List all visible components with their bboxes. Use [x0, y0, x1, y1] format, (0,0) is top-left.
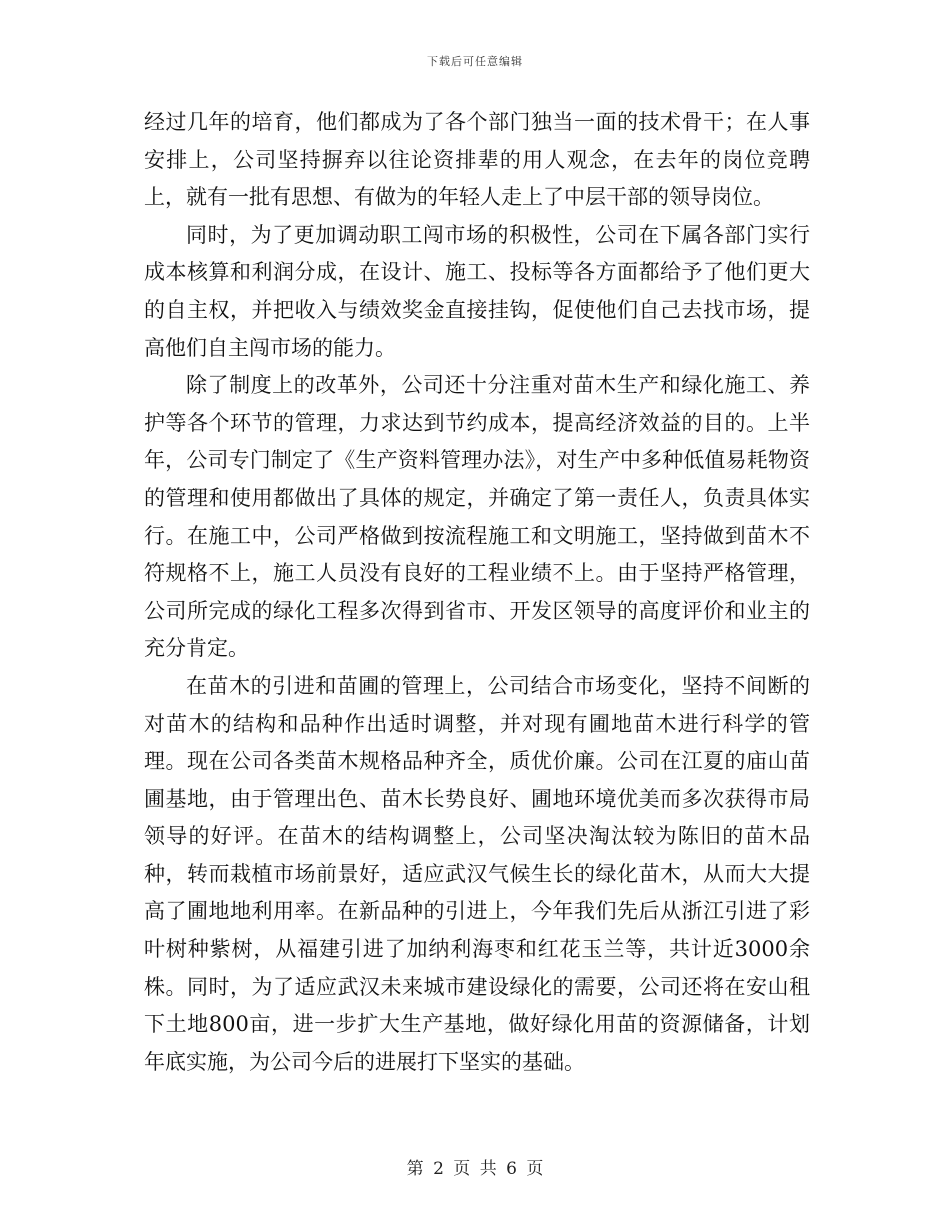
paragraph-2: 同时，为了更加调动职工闯市场的积极性，公司在下属各部门实行成本核算和利润分成，在设计、施工、投标等各方面都给予了他们更大的自主权，并把收入与绩效奖金直接挂钩，促使他们自己去找市场，提高他们自主闯市场的能力。: [144, 222, 810, 360]
paragraph-4: 在苗木的引进和苗圃的管理上，公司结合市场变化，坚持不间断的对苗木的结构和品种作出适时调整，并对现有圃地苗木进行科学的管理。现在公司各类苗木规格品种齐全，质优价廉。公司在江夏的庙山苗圃基地，由于管理出色、苗木长势良好、圃地环境优美而多次获得市局领导的好评。在苗木的结构调整上，公司坚决淘汰较为陈旧的苗木品种，转而栽植市场前景好，适应武汉气候生长的绿化苗木，从而大大提高了圃地地利用率。在新品种的引进上，今年我们先后从浙江引进了彩叶树种紫树，从福建引进了加纳利海枣和红花玉兰等，共计近3000余株。同时，为了适应武汉未来城市建设绿化的需要，公司还将在安山租下土地800亩，进一步扩大生产基地，做好绿化用苗的资源储备，计划年底实施，为公司今后的进展打下坚实的基础。: [144, 673, 810, 1074]
paragraph-1: 经过几年的培育，他们都成为了各个部门独当一面的技术骨干；在人事安排上，公司坚持摒弃以往论资排辈的用人观念，在去年的岗位竞聘上，就有一批有思想、有做为的年轻人走上了中层干部的领导岗位。: [144, 110, 810, 210]
document-body: [144, 104, 810, 1081]
page-number: 第 2 页 共 6 页: [406, 1159, 544, 1179]
paragraph-3: 除了制度上的改革外，公司还十分注重对苗木生产和绿化施工、养护等各个环节的管理，力求达到节约成本，提高经济效益的目的。上半年，公司专门制定了《生产资料管理办法》，对生产中多种低值易耗物资的管理和使用都做出了具体的规定，并确定了第一责任人，负责具体实行。在施工中，公司严格做到按流程施工和文明施工，坚持做到苗木不符规格不上，施工人员没有良好的工程业绩不上。由于坚持严格管理，公司所完成的绿化工程多次得到省市、开发区领导的高度评价和业主的充分肯定。: [144, 373, 810, 661]
page-header-note: 下载后可任意编辑: [427, 55, 523, 68]
